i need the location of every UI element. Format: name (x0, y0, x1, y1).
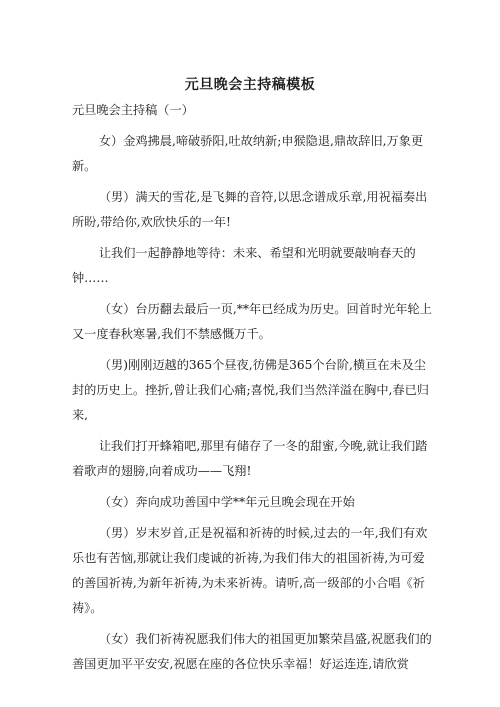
paragraph: 让我们一起静静地等待：未来、希望和光明就要敲响春天的钟…… (72, 246, 416, 285)
document-body (72, 98, 432, 683)
paragraph: （男）满天的雪花,是飞舞的音符,以思念谱成乐章,用祝福奏出所盼,带给你,欢欣快乐的一年! (72, 190, 428, 229)
document-title: 元旦晚会主持稿模板 (184, 77, 316, 93)
paragraph: （女）我们祈祷祝愿我们伟大的祖国更加繁荣昌盛,祝愿我们的善国更加平平安安,祝愿在座的各位快乐幸福！好运连连,请欣赏 (72, 632, 432, 671)
paragraph: （男）岁末岁首,正是祝福和祈祷的时候,过去的一年,我们有欢乐也有苦恼,那就让我们虔诚的祈祷,为我们伟大的祖国祈祷,为可爱的善国祈祷,为新年祈祷,为未来祈祷。请听,高一级部的小合唱《祈祷》。 (72, 526, 428, 615)
paragraph-heading: 元旦晚会主持稿（一） (72, 103, 194, 117)
paragraph: 让我们打开蜂箱吧,那里有储存了一冬的甜蜜,今晚,就让我们踏着歌声的翅膀,向着成功——飞翔! (72, 439, 428, 478)
paragraph: （男)刚刚迈越的365个昼夜,彷佛是365个台阶,横亘在未及尘封的历史上。挫折,曾让我们心痛;喜悦,我们当然洋溢在胸中,春已归来, (72, 358, 429, 422)
paragraph: （女）台历翻去最后一页,**年已经成为历史。回首时光年轮上又一度春秋寒暑,我们不禁感慨万千。 (72, 302, 432, 341)
paragraph: 女）金鸡拂晨,啼破骄阳,吐故纳新;申猴隐退,鼎故辞旧,万象更新。 (72, 134, 424, 173)
paragraph: （女）奔向成功善国中学**年元旦晚会现在开始 (98, 495, 355, 509)
